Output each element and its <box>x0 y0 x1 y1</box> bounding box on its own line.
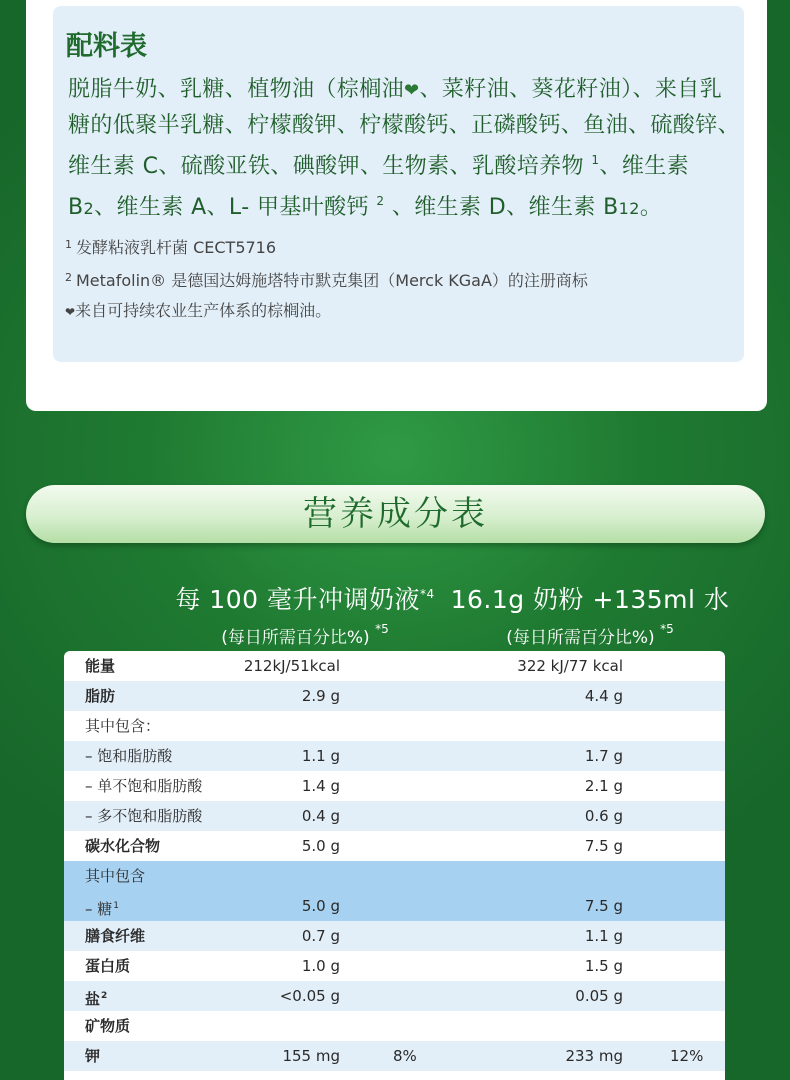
heart-icon: ❤ <box>65 305 76 319</box>
column-header-per-100ml: 每 100 毫升冲调奶液$^{*4}$ (每日所需百分比%) $^{*5}$ <box>175 585 435 648</box>
table-row: 矿物质 <box>85 1017 131 1035</box>
ingredients-card <box>26 0 767 411</box>
footnote-palm-oil: ❤来自可持续农业生产体系的棕榈油。 <box>65 301 332 320</box>
table-row: 能量 212kJ/51kcal 322 kJ/77 kcal <box>85 657 623 675</box>
column-header-per-serving: 16.1g 奶粉 +135ml 水 (每日所需百分比%) $^{*5}$ <box>450 585 730 648</box>
table-row: – 单不饱和脂肪酸 1.4 g 2.1 g <box>85 777 623 795</box>
nutrition-title-banner: 营养成分表 <box>26 485 765 543</box>
table-row: 碳水化合物 5.0 g 7.5 g <box>85 837 623 855</box>
ingredients-text: 脱脂牛奶、乳糖、植物油（棕榈油❤、菜籽油、葵花籽油）、来自乳糖的低聚半乳糖、柠檬酸钾、柠檬酸钙、正磷酸钙、鱼油、硫酸锌、维生素 C、硫酸亚铁、碘酸钾、生物素、乳酸培养物 $^1$、维生素 B2、维生素 A、L- 甲基叶酸钙 $^2$ 、维生素 D、维生素 B12。 <box>68 77 741 220</box>
footnote-2: $^2$ Metafolin® 是德国达姆施塔特市默克集团（Merck KGaA）的注册商标 <box>65 271 588 290</box>
table-row: 蛋白质 1.0 g 1.5 g <box>85 957 623 975</box>
ingredients-panel <box>53 6 744 362</box>
table-row: 脂肪 2.9 g 4.4 g <box>64 681 725 711</box>
footnote-1: $^1$ 发酵粘液乳杆菌 CECT5716 <box>65 238 277 257</box>
heart-icon: ❤ <box>404 80 420 101</box>
table-row: 其中包含 <box>64 861 725 891</box>
table-row: – 糖$^1$ 5.0 g 7.5 g <box>64 891 725 921</box>
table-row: 膳食纤维 0.7 g 1.1 g <box>64 921 725 951</box>
table-row: 盐$^2$ <0.05 g 0.05 g <box>64 981 725 1011</box>
table-row: – 饱和脂肪酸 1.1 g 1.7 g <box>64 741 725 771</box>
ingredients-title: 配料表 <box>66 31 147 62</box>
ingredients-footnotes <box>65 230 737 327</box>
table-row: 其中包含： <box>85 717 161 735</box>
table-row: 钾 155 mg 8% 233 mg 12% <box>64 1041 725 1071</box>
nutrition-table <box>64 651 725 1080</box>
table-row: – 多不饱和脂肪酸 0.4 g 0.6 g <box>64 801 725 831</box>
